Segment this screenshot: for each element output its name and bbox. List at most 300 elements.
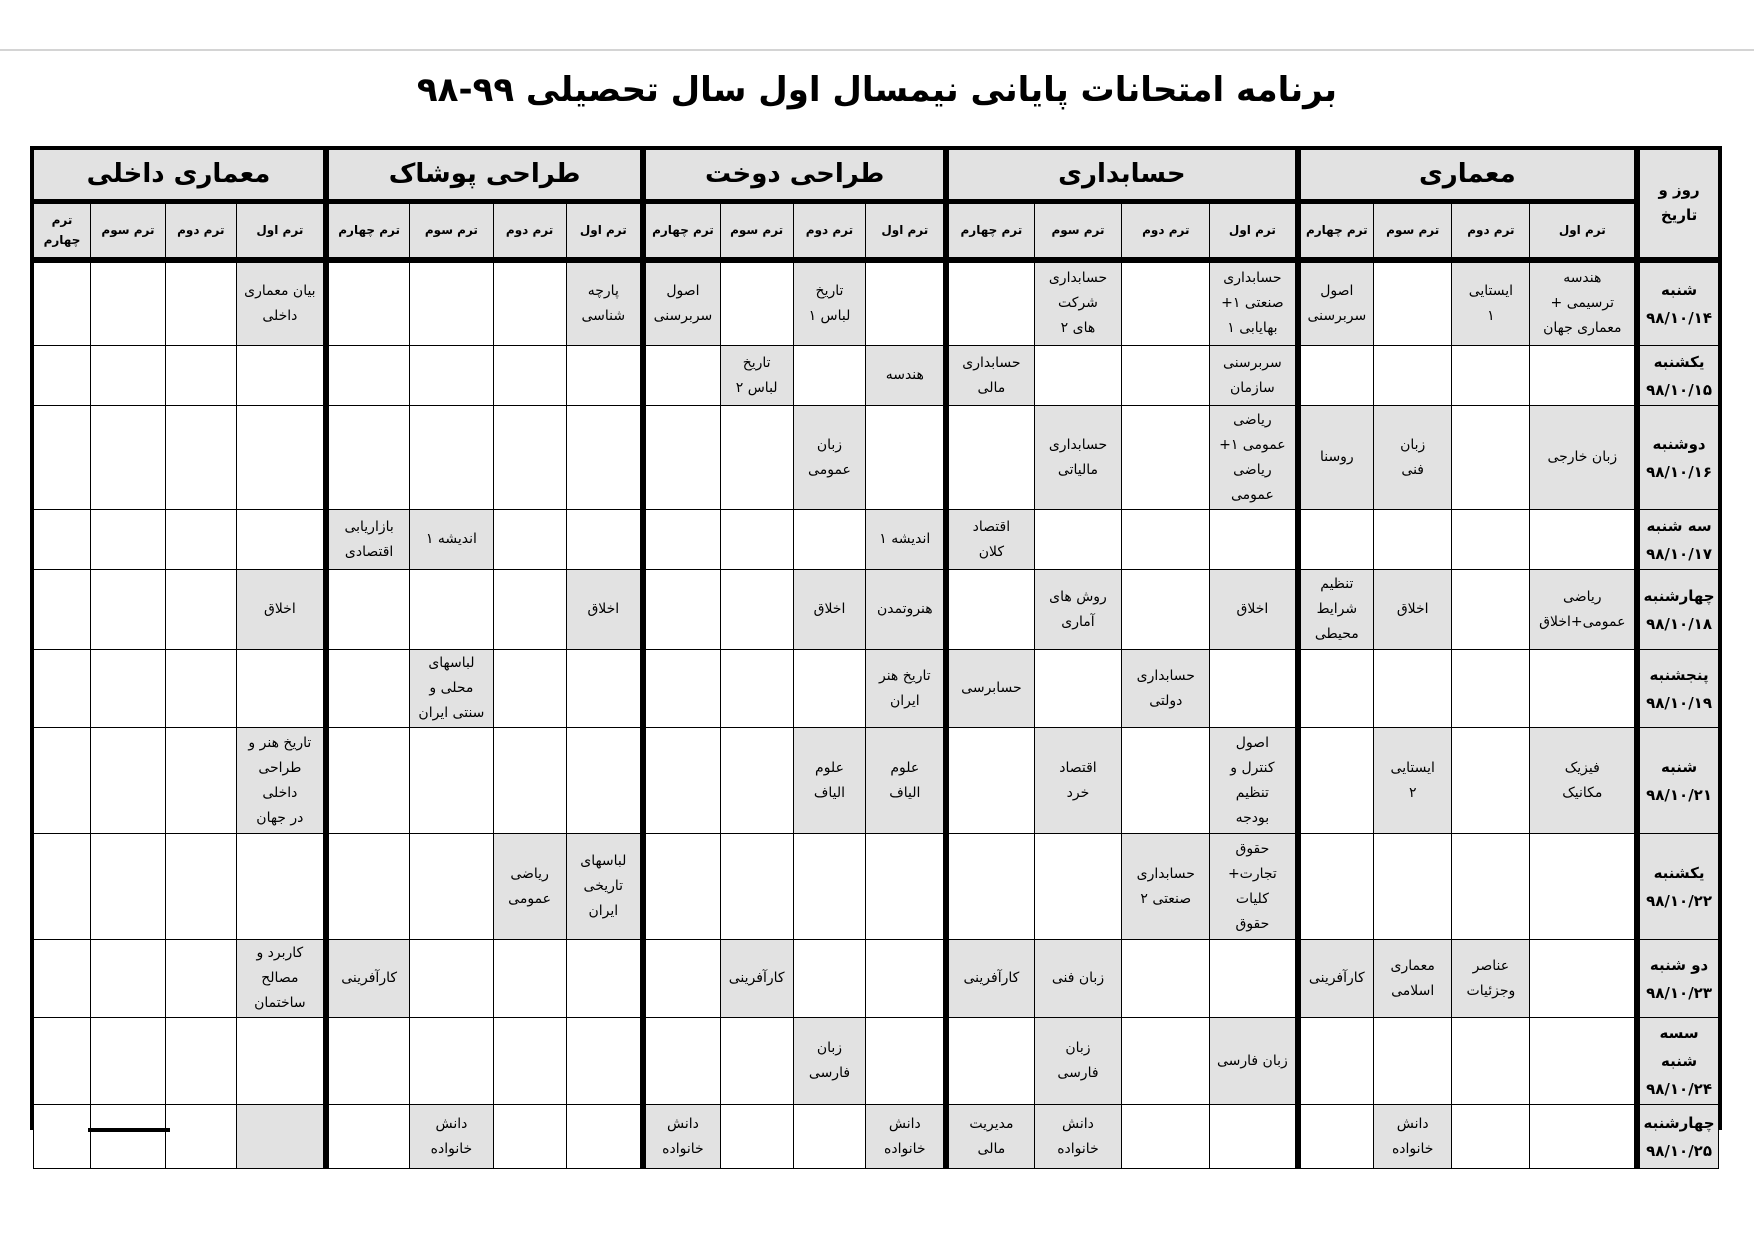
course-name-line: عمومی <box>808 461 851 478</box>
day-name: یکشنبه <box>1653 352 1705 371</box>
empty-cell <box>90 1018 165 1105</box>
page-title: برنامه امتحانات پایانی نیمسال اول سال تحصیلی ۹۹-۹۸ <box>416 70 1338 110</box>
empty-cell <box>326 834 410 940</box>
course-name-line: علوم <box>890 759 920 776</box>
day-date-cell <box>1637 650 1718 728</box>
course-name-line: تاریخ هنر <box>878 667 931 684</box>
course-name-line: لباس ۱ <box>808 307 851 324</box>
exam-cell <box>1210 346 1298 406</box>
course-name-line: وجزئیات <box>1466 982 1516 999</box>
exam-cell <box>946 940 1034 1018</box>
empty-cell <box>643 728 720 834</box>
empty-cell <box>720 1105 793 1169</box>
empty-cell <box>566 728 643 834</box>
course-name-line: صنعتی ۱+ <box>1221 295 1284 312</box>
empty-cell <box>566 1105 643 1169</box>
empty-cell <box>1298 346 1374 406</box>
exam-cell <box>1034 1105 1122 1169</box>
empty-cell <box>1298 650 1374 728</box>
course-name-line: خانواده <box>1391 1140 1434 1157</box>
empty-cell <box>165 940 236 1018</box>
empty-cell <box>34 1105 91 1169</box>
empty-cell <box>946 260 1034 346</box>
exam-cell <box>1210 260 1298 346</box>
course-name-line: محیطی <box>1314 626 1359 642</box>
exam-cell <box>410 650 494 728</box>
empty-cell <box>90 406 165 510</box>
empty-cell <box>946 834 1034 940</box>
course-name-line: ۲ <box>1408 784 1417 801</box>
term-header: ترم چهارم <box>34 202 91 260</box>
course-name-line: های ۲ <box>1060 320 1096 337</box>
empty-cell <box>1452 510 1530 570</box>
schedule-row <box>34 510 1719 570</box>
major-header-row <box>34 150 1719 202</box>
exam-cell <box>1374 406 1452 510</box>
empty-cell <box>493 728 566 834</box>
course-name-line: سربرسنی <box>653 307 713 324</box>
course-name-line: حسابرسی <box>961 680 1022 696</box>
course-name-line: دانش <box>1062 1115 1094 1132</box>
empty-cell <box>34 1018 91 1105</box>
course-name-line: کاربرد و مصالح <box>256 945 304 986</box>
exam-cell <box>236 260 326 346</box>
exam-cell <box>1374 570 1452 650</box>
empty-cell <box>493 940 566 1018</box>
course-name-line: معماری جهان <box>1543 320 1622 337</box>
empty-cell <box>165 650 236 728</box>
course-name-line: اخلاق <box>587 601 620 617</box>
course-name-line: اخلاق <box>1396 601 1429 617</box>
exam-date: ۹۸/۱۰/۱۵ <box>1646 380 1712 399</box>
exam-cell <box>1210 1018 1298 1105</box>
empty-cell <box>1298 1018 1374 1105</box>
course-name-line: خانواده <box>1057 1140 1099 1157</box>
exam-schedule-frame <box>30 146 1722 1160</box>
course-name-line: ایستایی <box>1468 282 1514 299</box>
empty-cell <box>643 570 720 650</box>
exam-cell <box>1374 940 1452 1018</box>
empty-cell <box>326 1018 410 1105</box>
schedule-row <box>34 570 1719 650</box>
course-name-line: کارآفرینی <box>341 970 398 986</box>
empty-cell <box>165 834 236 940</box>
course-name-line: زبان <box>816 436 843 453</box>
course-name-line: بازاریابی <box>344 518 394 535</box>
exam-cell <box>793 728 866 834</box>
exam-cell <box>643 260 720 346</box>
term-header: ترم اول <box>236 202 326 260</box>
day-date-cell <box>1637 346 1718 406</box>
empty-cell <box>793 510 866 570</box>
empty-cell <box>236 650 326 728</box>
empty-cell <box>165 1105 236 1169</box>
empty-cell <box>410 940 494 1018</box>
exam-cell <box>1374 1105 1452 1169</box>
course-name-line: الیاف <box>813 784 846 801</box>
day-name: چهارشنبه <box>1643 1113 1715 1132</box>
schedule-row <box>34 1105 1719 1169</box>
exam-cell <box>1530 260 1637 346</box>
course-name-line: ۱ <box>1487 307 1495 324</box>
schedule-row <box>34 406 1719 510</box>
exam-cell <box>946 1105 1034 1169</box>
exam-date: ۹۸/۱۰/۱۶ <box>1646 462 1712 481</box>
course-name-line: ایران <box>889 692 920 709</box>
empty-cell <box>866 940 946 1018</box>
major-header: معماری <box>1298 150 1638 202</box>
empty-cell <box>1452 570 1530 650</box>
empty-cell <box>720 1018 793 1105</box>
empty-cell <box>165 260 236 346</box>
exam-cell <box>1034 406 1122 510</box>
term-header: ترم اول <box>1530 202 1637 260</box>
empty-cell <box>34 346 91 406</box>
exam-date: ۹۸/۱۰/۲۱ <box>1646 785 1712 804</box>
empty-cell <box>1374 346 1452 406</box>
course-name-line: اخلاق <box>263 601 296 617</box>
exam-cell <box>793 406 866 510</box>
empty-cell <box>1210 940 1298 1018</box>
course-name-line: اصول <box>1320 282 1354 299</box>
course-name-line: کلان <box>978 543 1005 560</box>
course-name-line: اندیشه ۱ <box>425 531 477 547</box>
course-name-line: داخلی <box>262 307 298 324</box>
course-name-line: عمومی <box>1230 486 1274 503</box>
term-header: ترم دوم <box>1122 202 1210 260</box>
term-header: ترم دوم <box>793 202 866 260</box>
empty-cell <box>643 834 720 940</box>
empty-cell <box>1122 1018 1210 1105</box>
empty-cell <box>493 650 566 728</box>
course-name-line: زبان فارسی <box>1216 1052 1288 1069</box>
empty-cell <box>1530 510 1637 570</box>
course-name-line: ترسیمی + <box>1550 295 1615 312</box>
empty-cell <box>566 650 643 728</box>
course-name-line: اقتصادی <box>344 543 394 560</box>
empty-cell <box>90 510 165 570</box>
exam-cell <box>866 346 946 406</box>
empty-cell <box>326 650 410 728</box>
empty-cell <box>236 834 326 940</box>
empty-cell <box>165 510 236 570</box>
bottom-mark <box>88 1128 170 1132</box>
day-date-cell <box>1637 728 1718 834</box>
course-name-line: دانش <box>666 1115 699 1132</box>
empty-cell <box>34 940 91 1018</box>
empty-cell <box>493 1105 566 1169</box>
exam-cell <box>1210 406 1298 510</box>
day-name: یکشنبه <box>1653 863 1705 882</box>
empty-cell <box>1122 1105 1210 1169</box>
course-name-line: زبان <box>1065 1040 1091 1056</box>
empty-cell <box>410 406 494 510</box>
course-name-line: تاریخ هنر و <box>248 734 312 751</box>
day-name: پنجشنبه <box>1649 665 1709 684</box>
course-name-line: زبان خارجی <box>1547 449 1618 465</box>
course-name-line: ریاضی <box>510 865 549 882</box>
exam-cell <box>1122 834 1210 940</box>
exam-cell <box>946 650 1034 728</box>
course-name-line: کنترل و <box>1230 759 1275 776</box>
empty-cell <box>1034 650 1122 728</box>
exam-cell <box>236 940 326 1018</box>
course-name-line: تنظیم <box>1235 784 1269 801</box>
exam-cell <box>866 728 946 834</box>
empty-cell <box>90 728 165 834</box>
term-header: ترم سوم <box>410 202 494 260</box>
empty-cell <box>946 1018 1034 1105</box>
course-name-line: لباسهای <box>580 853 627 869</box>
course-name-line: طراحی داخلی <box>258 759 302 801</box>
empty-cell <box>1122 728 1210 834</box>
exam-schedule-table <box>33 149 1719 1169</box>
course-name-line: بهایابی ۱ <box>1227 320 1278 337</box>
empty-cell <box>946 570 1034 650</box>
course-name-line: حسابداری <box>1048 270 1108 287</box>
exam-cell <box>566 570 643 650</box>
exam-date: ۹۸/۱۰/۲۵ <box>1646 1141 1712 1160</box>
course-name-line: مالیاتی <box>1057 461 1099 478</box>
empty-cell <box>1122 406 1210 510</box>
schedule-row <box>34 1018 1719 1105</box>
empty-cell <box>326 728 410 834</box>
empty-cell <box>90 346 165 406</box>
empty-cell <box>566 406 643 510</box>
course-name-line: حسابداری <box>1048 436 1108 453</box>
day-date-cell <box>1637 834 1718 940</box>
course-name-line: هندسه <box>885 367 924 383</box>
empty-cell <box>493 260 566 346</box>
empty-cell <box>643 406 720 510</box>
course-name-line: شناسی <box>581 307 626 324</box>
course-name-line: آماری <box>1061 613 1095 630</box>
empty-cell <box>793 346 866 406</box>
term-header: ترم اول <box>1210 202 1298 260</box>
empty-cell <box>566 940 643 1018</box>
exam-cell <box>236 570 326 650</box>
course-name-line: مالی <box>977 1140 1006 1157</box>
course-name-line: لباس ۲ <box>735 379 778 396</box>
exam-cell <box>866 1105 946 1169</box>
exam-cell <box>946 346 1034 406</box>
empty-cell <box>866 1018 946 1105</box>
schedule-row <box>34 650 1719 728</box>
course-name-line: هندسه <box>1563 270 1602 287</box>
empty-cell <box>720 834 793 940</box>
empty-cell <box>1374 834 1452 940</box>
exam-cell <box>326 510 410 570</box>
empty-cell <box>1374 650 1452 728</box>
empty-cell <box>34 406 91 510</box>
course-name-line: در جهان <box>256 809 304 826</box>
empty-cell <box>1122 510 1210 570</box>
course-name-line: شرکت <box>1058 295 1098 312</box>
empty-cell <box>165 406 236 510</box>
empty-cell <box>1452 834 1530 940</box>
day-date-cell <box>1637 406 1718 510</box>
term-header: ترم اول <box>566 202 643 260</box>
empty-cell <box>1452 650 1530 728</box>
exam-cell <box>866 650 946 728</box>
course-name-line: لباسهای <box>428 655 475 671</box>
empty-cell <box>410 260 494 346</box>
course-name-line: اسلامی <box>1391 982 1435 999</box>
course-name-line: اخلاق <box>1236 601 1269 617</box>
exam-date: ۹۸/۱۰/۲۳ <box>1646 983 1712 1002</box>
exam-cell <box>946 510 1034 570</box>
exam-cell <box>1298 406 1374 510</box>
empty-cell <box>566 346 643 406</box>
course-name-line: ریاضی <box>1233 411 1272 428</box>
empty-cell <box>90 940 165 1018</box>
exam-cell <box>643 1105 720 1169</box>
course-name-line: اصول <box>666 282 700 299</box>
course-name-line: بودجه <box>1235 809 1270 826</box>
empty-cell <box>643 346 720 406</box>
exam-date: ۹۸/۱۰/۲۴ <box>1646 1080 1712 1098</box>
empty-cell <box>1122 570 1210 650</box>
exam-cell <box>566 834 643 940</box>
exam-cell <box>326 940 410 1018</box>
course-name-line: کارآفرینی <box>1308 970 1365 986</box>
exam-cell <box>1034 940 1122 1018</box>
term-header: ترم چهارم <box>1298 202 1374 260</box>
exam-cell <box>410 510 494 570</box>
day-date-cell <box>1637 570 1718 650</box>
course-name-line: خانواده <box>430 1140 473 1157</box>
empty-cell <box>1374 260 1452 346</box>
day-date-header: روز و تاریخ <box>1637 150 1718 260</box>
course-name-line: اقتصاد <box>1059 759 1097 776</box>
day-date-cell <box>1637 1018 1718 1105</box>
empty-cell <box>326 570 410 650</box>
empty-cell <box>493 510 566 570</box>
course-name-line: دولتی <box>1149 692 1183 709</box>
empty-cell <box>326 260 410 346</box>
empty-cell <box>793 834 866 940</box>
day-name: سه شنبه <box>1646 516 1712 535</box>
course-name-line: محلی و <box>429 680 474 696</box>
course-name-line: تاریخ <box>742 354 771 371</box>
empty-cell <box>90 1105 165 1169</box>
empty-cell <box>165 1018 236 1105</box>
exam-date: ۹۸/۱۰/۱۷ <box>1646 544 1712 563</box>
course-name-line: کارآفرینی <box>963 970 1020 986</box>
course-name-line: عمومی <box>508 890 552 907</box>
exam-cell <box>720 940 793 1018</box>
empty-cell <box>1298 834 1374 940</box>
empty-cell <box>1034 346 1122 406</box>
empty-cell <box>793 940 866 1018</box>
empty-cell <box>1452 346 1530 406</box>
term-header: ترم دوم <box>165 202 236 260</box>
empty-cell <box>90 570 165 650</box>
empty-cell <box>720 570 793 650</box>
exam-cell <box>1530 406 1637 510</box>
empty-cell <box>1452 1018 1530 1105</box>
empty-cell <box>1034 510 1122 570</box>
term-header-row <box>34 202 1719 260</box>
course-name-line: تاریخی <box>583 878 624 894</box>
exam-cell <box>1298 260 1374 346</box>
empty-cell <box>946 728 1034 834</box>
course-name-line: روش های <box>1049 588 1107 605</box>
course-name-line: حسابداری <box>962 354 1021 371</box>
course-name-line: اندیشه ۱ <box>879 531 931 547</box>
exam-cell <box>1034 728 1122 834</box>
exam-cell <box>1034 260 1122 346</box>
empty-cell <box>793 1105 866 1169</box>
empty-cell <box>34 510 91 570</box>
course-name-line: ایران <box>588 903 619 919</box>
exam-cell <box>236 728 326 834</box>
top-rule <box>0 49 1754 51</box>
course-name-line: تاریخ <box>815 282 844 299</box>
term-header: ترم چهارم <box>326 202 410 260</box>
course-name-line: سربرسنی <box>1307 307 1367 324</box>
empty-cell <box>410 1018 494 1105</box>
empty-cell <box>34 728 91 834</box>
term-header: ترم دوم <box>1452 202 1530 260</box>
exam-cell <box>1122 650 1210 728</box>
exam-date: ۹۸/۱۰/۲۲ <box>1646 891 1712 910</box>
course-name-line: فنی <box>1401 461 1424 478</box>
empty-cell <box>410 834 494 940</box>
course-name-line: ریاضی <box>1563 588 1602 605</box>
exam-cell <box>1374 728 1452 834</box>
empty-cell <box>326 406 410 510</box>
day-name: چهارشنبه <box>1643 586 1715 605</box>
exam-cell <box>1298 570 1374 650</box>
exam-cell <box>566 260 643 346</box>
empty-cell <box>165 346 236 406</box>
empty-cell <box>34 650 91 728</box>
course-name-line: دانش <box>435 1115 468 1132</box>
empty-cell <box>866 260 946 346</box>
exam-cell <box>793 260 866 346</box>
empty-cell <box>1530 1018 1637 1105</box>
empty-cell <box>165 570 236 650</box>
exam-cell <box>793 1018 866 1105</box>
course-name-line: سربرسنی <box>1223 354 1282 371</box>
course-name-line: فیزیک <box>1564 759 1600 776</box>
exam-cell <box>866 570 946 650</box>
exam-cell <box>1452 260 1530 346</box>
empty-cell <box>410 570 494 650</box>
term-header: ترم دوم <box>493 202 566 260</box>
schedule-body <box>34 260 1719 1169</box>
course-name-line: حسابداری <box>1223 270 1282 287</box>
day-name: دو شنبه <box>1649 955 1709 974</box>
term-header: ترم چهارم <box>643 202 720 260</box>
exam-cell <box>1530 728 1637 834</box>
course-name-line: سازمان <box>1229 379 1275 396</box>
course-name-line: عناصر <box>1472 957 1510 974</box>
schedule-row <box>34 940 1719 1018</box>
empty-cell <box>34 570 91 650</box>
empty-cell <box>326 346 410 406</box>
course-name-line: فارسی <box>808 1065 851 1081</box>
term-header: ترم سوم <box>720 202 793 260</box>
day-date-cell <box>1637 510 1718 570</box>
empty-cell <box>643 940 720 1018</box>
major-header: حسابداری <box>946 150 1297 202</box>
exam-cell <box>793 570 866 650</box>
major-header: معماری داخلی <box>34 150 327 202</box>
course-name-line: حقوق <box>1235 840 1270 857</box>
empty-cell <box>1530 834 1637 940</box>
